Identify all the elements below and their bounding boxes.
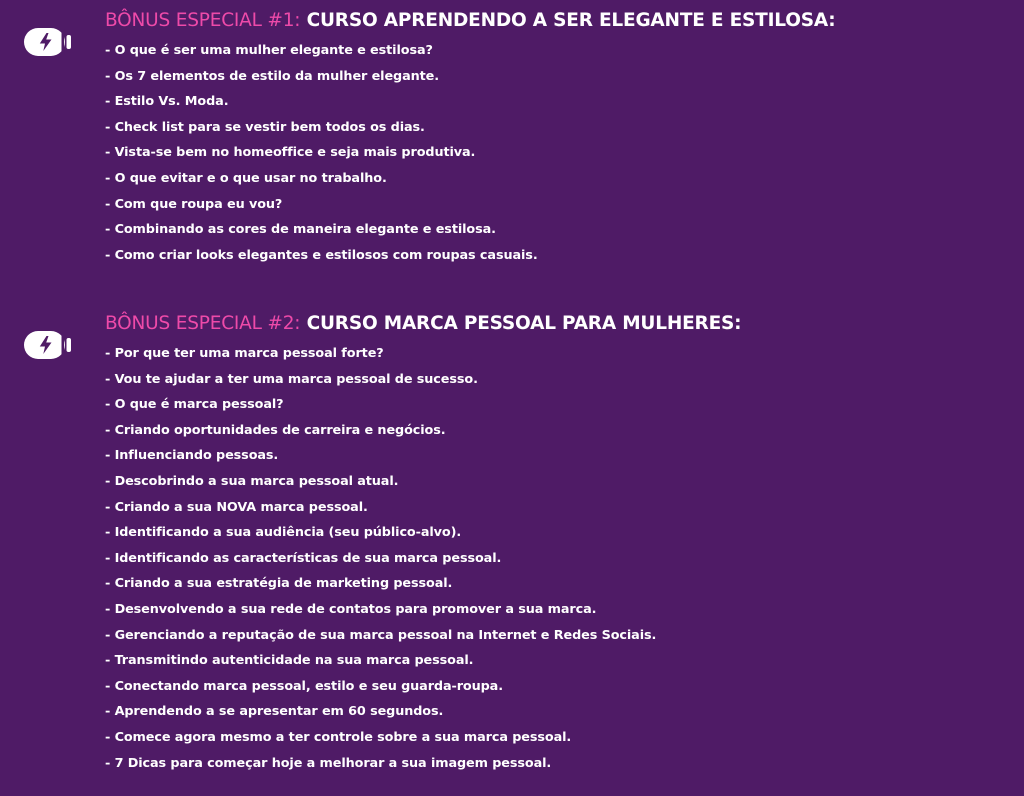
bonus-heading: [105, 8, 836, 34]
list-item: - Estilo Vs. Moda.: [105, 94, 229, 110]
bonus-prefix: BÔNUS ESPECIAL #2:: [105, 313, 301, 334]
list-item: - Vou te ajudar a ter uma marca pessoal de sucesso.: [105, 371, 478, 387]
list-item: - Identificando as características de sua marca pessoal.: [105, 550, 502, 566]
list-item: - O que é marca pessoal?: [105, 397, 284, 413]
list-item: - O que evitar e o que usar no trabalho.: [105, 170, 387, 186]
list-item: - Criando a sua NOVA marca pessoal.: [105, 499, 368, 515]
bonus-prefix: BÔNUS ESPECIAL #1:: [105, 10, 301, 31]
list-item: - 7 Dicas para começar hoje a melhorar a sua imagem pessoal.: [105, 755, 552, 771]
list-item: - Como criar looks elegantes e estilosos com roupas casuais.: [105, 247, 538, 263]
list-item: - O que é ser uma mulher elegante e estilosa?: [105, 43, 433, 58]
list-item: - Descobrindo a sua marca pessoal atual.: [105, 473, 399, 489]
bonus-title: CURSO MARCA PESSOAL PARA MULHERES:: [306, 313, 742, 334]
list-item: - Desenvolvendo a sua rede de contatos para promover a sua marca.: [105, 601, 597, 617]
list-item: - Gerenciando a reputação de sua marca pessoal na Internet e Redes Sociais.: [105, 627, 657, 643]
list-item: - Os 7 elementos de estilo da mulher elegante.: [105, 68, 439, 84]
list-item: - Com que roupa eu vou?: [105, 196, 283, 212]
list-item: - Por que ter uma marca pessoal forte?: [105, 346, 384, 361]
charging-battery-icon: [24, 27, 72, 57]
list-item: - Aprendendo a se apresentar em 60 segundos.: [105, 704, 444, 720]
bonus-title: CURSO APRENDENDO A SER ELEGANTE E ESTILOSA:: [306, 10, 836, 31]
list-item: - Combinando as cores de maneira elegante e estilosa.: [105, 222, 496, 238]
list-item: - Vista-se bem no homeoffice e seja mais produtiva.: [105, 145, 476, 161]
list-item: - Identificando a sua audiência (seu público-alvo).: [105, 525, 462, 541]
bonus-list: [105, 38, 538, 268]
bonus-list: [105, 341, 656, 776]
list-item: - Criando a sua estratégia de marketing pessoal.: [105, 576, 453, 592]
list-item: - Conectando marca pessoal, estilo e seu guarda-roupa.: [105, 678, 503, 694]
list-item: - Comece agora mesmo a ter controle sobre a sua marca pessoal.: [105, 729, 572, 745]
charging-battery-icon: [24, 330, 72, 360]
list-item: - Transmitindo autenticidade na sua marca pessoal.: [105, 653, 474, 669]
list-item: - Check list para se vestir bem todos os dias.: [105, 119, 425, 135]
bonus-heading: [105, 311, 741, 337]
list-item: - Influenciando pessoas.: [105, 448, 279, 464]
list-item: - Criando oportunidades de carreira e negócios.: [105, 422, 446, 438]
